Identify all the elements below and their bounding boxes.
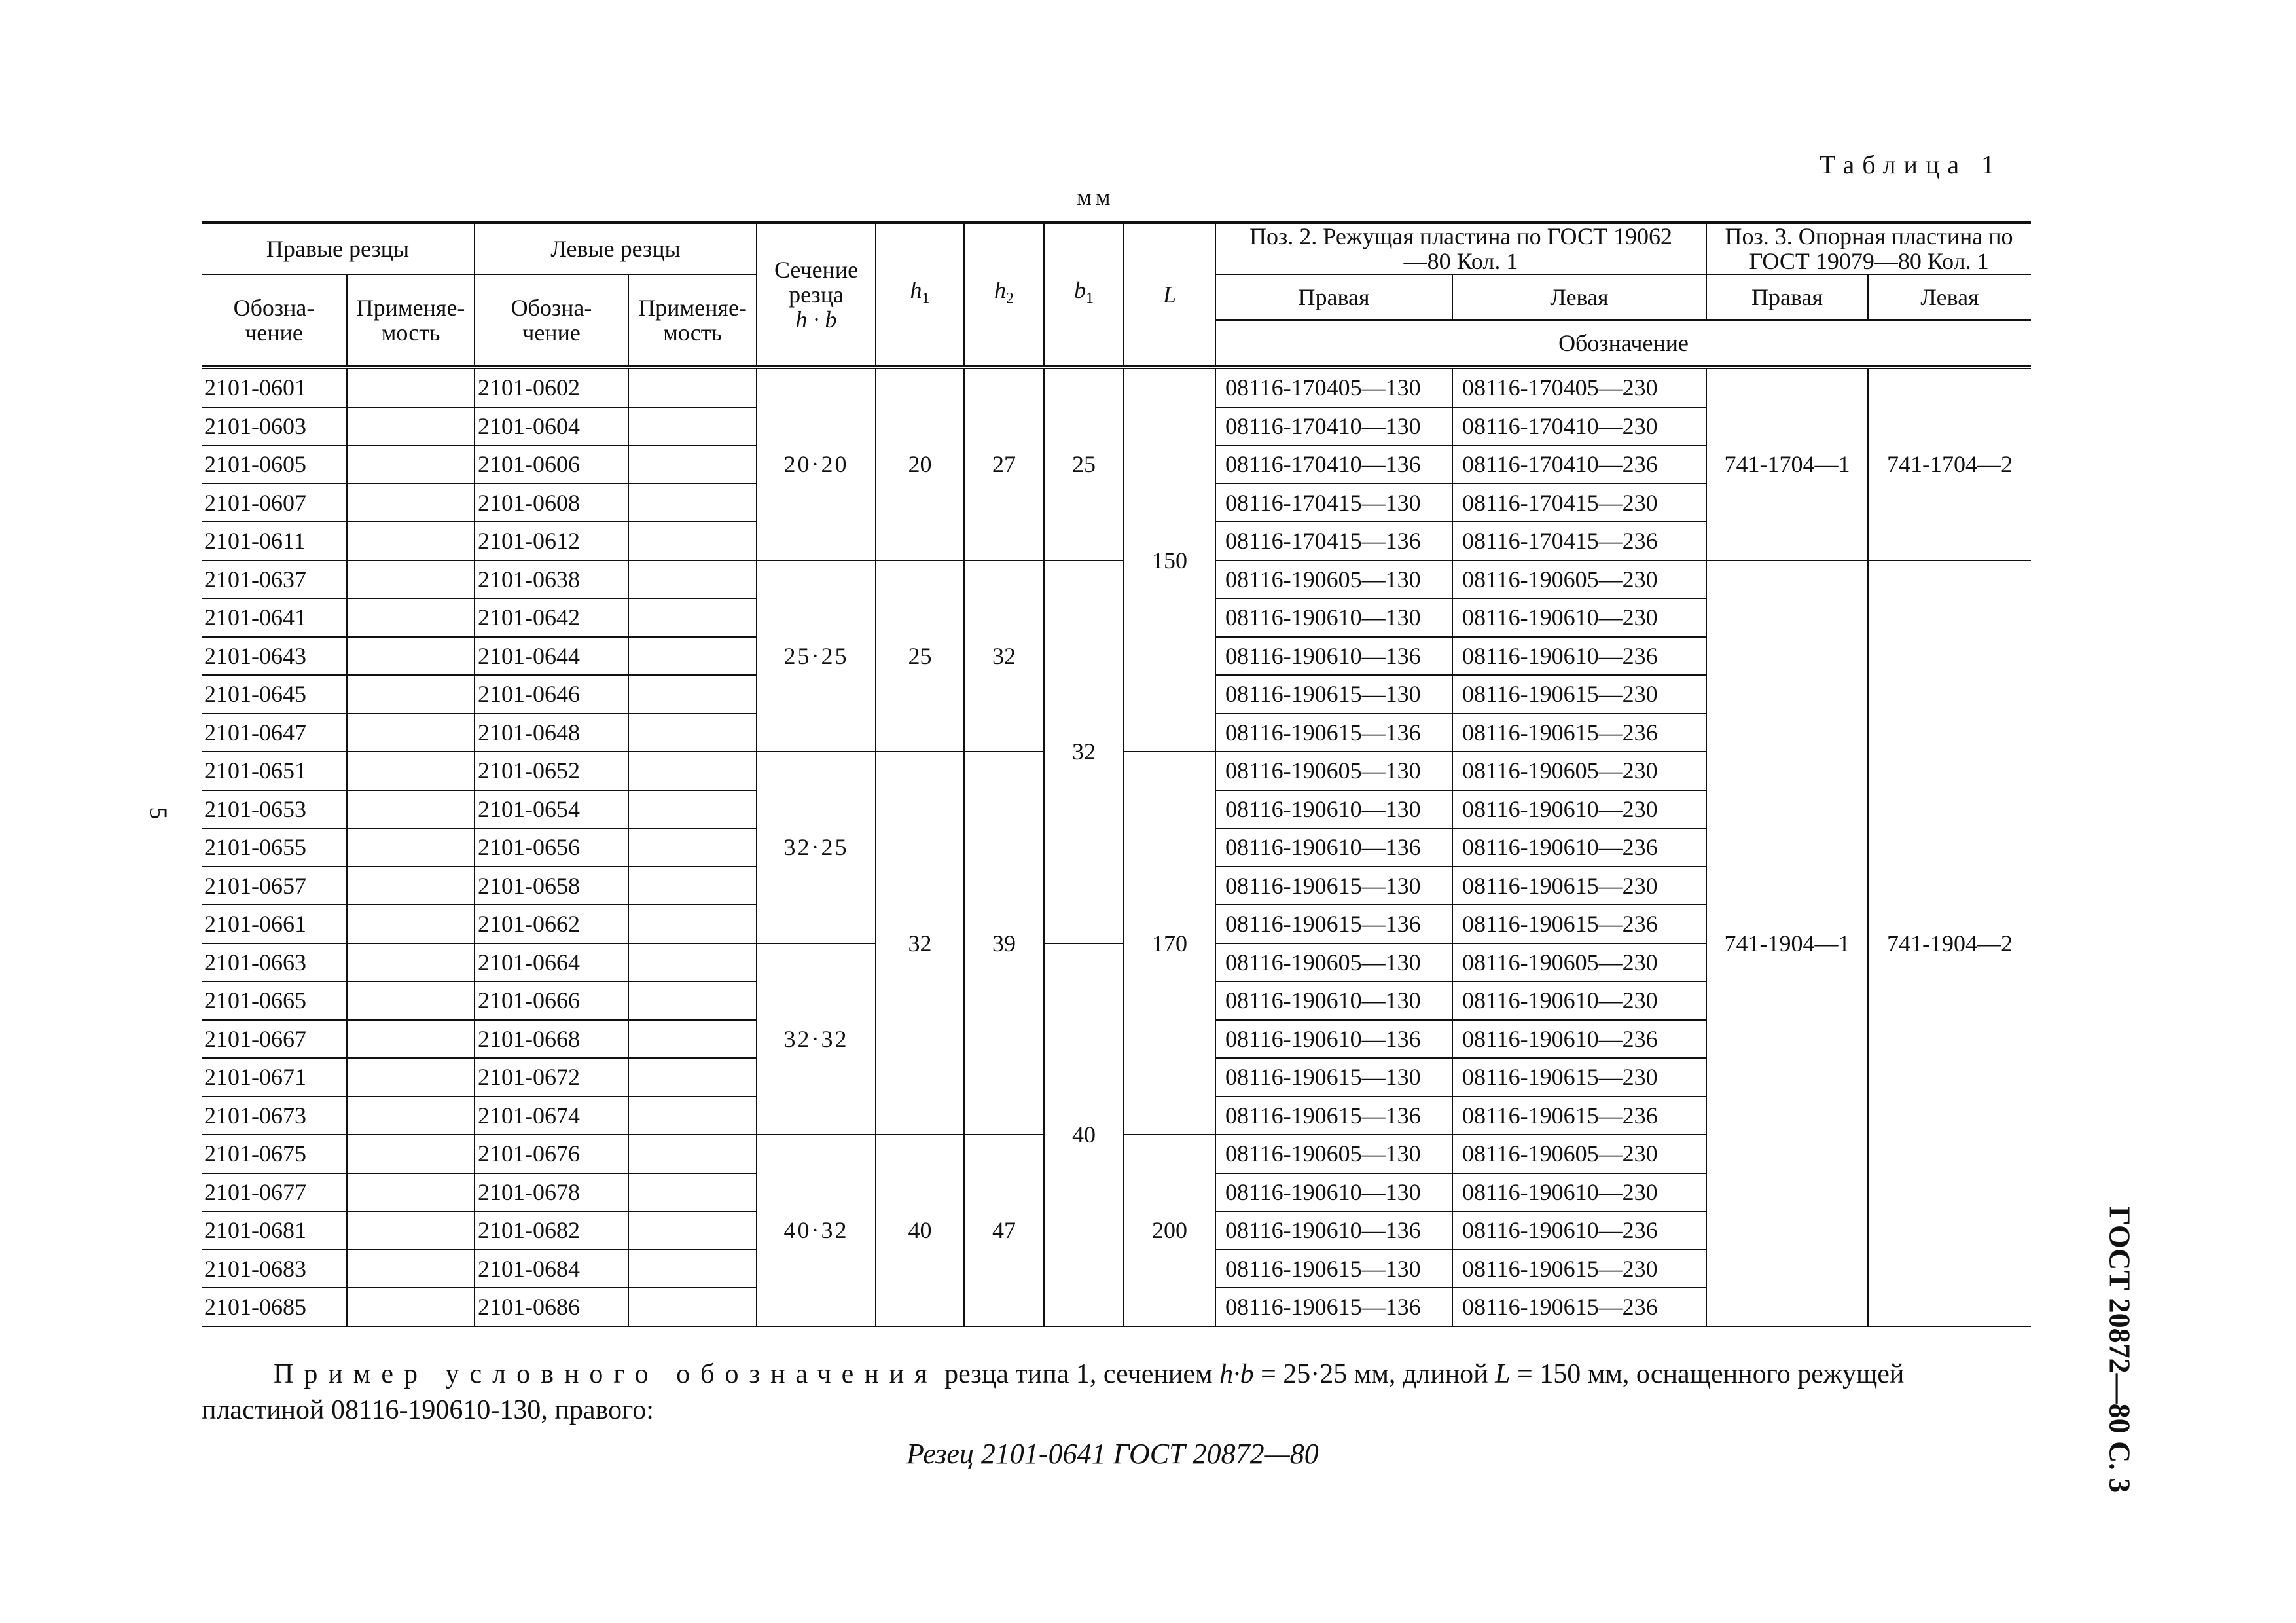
header-right-applicability: Применяе-мость bbox=[347, 274, 475, 367]
right-applicability bbox=[347, 367, 475, 407]
header-section-label: Сечение резца bbox=[774, 257, 859, 308]
right-applicability bbox=[347, 790, 475, 829]
insert-right-designation: 08116-190610—130 bbox=[1215, 981, 1452, 1020]
right-applicability bbox=[347, 484, 475, 522]
right-applicability bbox=[347, 981, 475, 1020]
insert-right-designation: 08116-170405—130 bbox=[1215, 367, 1452, 407]
insert-left-designation: 08116-190605—230 bbox=[1452, 752, 1706, 790]
units-label: мм bbox=[1077, 184, 1115, 210]
left-applicability bbox=[628, 867, 757, 905]
left-applicability bbox=[628, 790, 757, 829]
insert-left-designation: 08116-190610—236 bbox=[1452, 1020, 1706, 1059]
left-designation: 2101-0676 bbox=[475, 1135, 628, 1173]
right-designation: 2101-0663 bbox=[202, 943, 347, 982]
right-applicability bbox=[347, 560, 475, 599]
left-designation: 2101-0654 bbox=[475, 790, 628, 829]
insert-right-designation: 08116-190610—136 bbox=[1215, 637, 1452, 676]
left-designation: 2101-0606 bbox=[475, 445, 628, 484]
example-line-1: Пример условного обозначения резца типа 1, сечением h·b = 25·25 мм, длиной L = 150 мм, оснащенного режущей bbox=[274, 1359, 1905, 1389]
insert-right-designation: 08116-190605—130 bbox=[1215, 560, 1452, 599]
header-h1: $h_1$ bbox=[876, 223, 964, 367]
right-applicability bbox=[347, 867, 475, 905]
h2-value: 27 bbox=[964, 367, 1044, 560]
insert-left-designation: 08116-190615—230 bbox=[1452, 867, 1706, 905]
header-right-cutters: Правые резцы bbox=[202, 223, 475, 274]
header-insert-right: Правая bbox=[1215, 274, 1452, 320]
insert-right-designation: 08116-190615—136 bbox=[1215, 714, 1452, 752]
support-right-value: 741-1904—1 bbox=[1706, 560, 1868, 1326]
insert-left-designation: 08116-190615—236 bbox=[1452, 905, 1706, 943]
right-applicability bbox=[347, 1097, 475, 1135]
table-body bbox=[202, 367, 2031, 1326]
right-applicability bbox=[347, 905, 475, 943]
right-applicability bbox=[347, 752, 475, 790]
right-designation: 2101-0637 bbox=[202, 560, 347, 599]
left-designation: 2101-0648 bbox=[475, 714, 628, 752]
header-left-cutters: Левые резцы bbox=[475, 223, 757, 274]
left-designation: 2101-0684 bbox=[475, 1250, 628, 1288]
support-left-value: 741-1904—2 bbox=[1868, 560, 2031, 1326]
b1-value: 40 bbox=[1044, 943, 1124, 1326]
left-applicability bbox=[628, 522, 757, 560]
header-left-designation: Обозна-чение bbox=[475, 274, 628, 367]
insert-right-designation: 08116-170410—136 bbox=[1215, 445, 1452, 484]
right-applicability bbox=[347, 637, 475, 676]
section-value: 20·20 bbox=[757, 367, 876, 560]
h2-value: 39 bbox=[964, 752, 1044, 1135]
right-designation: 2101-0641 bbox=[202, 598, 347, 637]
insert-right-designation: 08116-190605—130 bbox=[1215, 943, 1452, 982]
right-applicability bbox=[347, 1250, 475, 1288]
table-label: Таблица 1 bbox=[1820, 150, 2003, 179]
right-applicability bbox=[347, 714, 475, 752]
right-designation: 2101-0683 bbox=[202, 1250, 347, 1288]
section-value: 32·25 bbox=[757, 752, 876, 943]
left-applicability bbox=[628, 1097, 757, 1135]
left-applicability bbox=[628, 407, 757, 446]
left-designation: 2101-0608 bbox=[475, 484, 628, 522]
h1-value: 40 bbox=[876, 1135, 964, 1326]
header-h2: $h_2$ bbox=[964, 223, 1044, 367]
header-section-formula: h · b bbox=[795, 306, 837, 333]
insert-left-designation: 08116-190615—236 bbox=[1452, 1288, 1706, 1326]
left-applicability bbox=[628, 1058, 757, 1097]
side-gost-label: ГОСТ 20872—80 С. 3 bbox=[2103, 1206, 2137, 1493]
header-b1: $b_1$ bbox=[1044, 223, 1124, 367]
left-designation: 2101-0672 bbox=[475, 1058, 628, 1097]
insert-left-designation: 08116-170415—236 bbox=[1452, 522, 1706, 560]
insert-right-designation: 08116-190615—130 bbox=[1215, 867, 1452, 905]
left-applicability bbox=[628, 367, 757, 407]
insert-right-designation: 08116-190605—130 bbox=[1215, 1135, 1452, 1173]
left-applicability bbox=[628, 981, 757, 1020]
insert-right-designation: 08116-190615—130 bbox=[1215, 1250, 1452, 1288]
left-applicability bbox=[628, 1173, 757, 1212]
insert-left-designation: 08116-190615—236 bbox=[1452, 714, 1706, 752]
header-L: L bbox=[1124, 223, 1215, 367]
h1-value: 25 bbox=[876, 560, 964, 752]
side-page-number: 5 bbox=[144, 807, 172, 820]
section-value: 32·32 bbox=[757, 943, 876, 1135]
left-designation: 2101-0662 bbox=[475, 905, 628, 943]
right-designation: 2101-0601 bbox=[202, 367, 347, 407]
insert-right-designation: 08116-190615—136 bbox=[1215, 905, 1452, 943]
insert-left-designation: 08116-190610—230 bbox=[1452, 598, 1706, 637]
left-designation: 2101-0682 bbox=[475, 1211, 628, 1250]
left-applicability bbox=[628, 828, 757, 867]
header-section bbox=[757, 223, 876, 367]
left-applicability bbox=[628, 1135, 757, 1173]
insert-left-designation: 08116-190615—230 bbox=[1452, 1250, 1706, 1288]
right-applicability bbox=[347, 407, 475, 446]
right-applicability bbox=[347, 598, 475, 637]
example-designation: Резец 2101-0641 ГОСТ 20872—80 bbox=[906, 1438, 1319, 1470]
left-designation: 2101-0652 bbox=[475, 752, 628, 790]
left-designation: 2101-0638 bbox=[475, 560, 628, 599]
insert-left-designation: 08116-190610—230 bbox=[1452, 981, 1706, 1020]
right-designation: 2101-0603 bbox=[202, 407, 347, 446]
header-support-left: Левая bbox=[1868, 274, 2031, 320]
left-applicability bbox=[628, 560, 757, 599]
length-value: 150 bbox=[1124, 367, 1215, 752]
right-designation: 2101-0657 bbox=[202, 867, 347, 905]
h1-value: 32 bbox=[876, 752, 964, 1135]
section-value: 40·32 bbox=[757, 1135, 876, 1326]
insert-right-designation: 08116-190615—130 bbox=[1215, 675, 1452, 714]
insert-left-designation: 08116-190610—230 bbox=[1452, 1173, 1706, 1212]
insert-right-designation: 08116-190615—130 bbox=[1215, 1058, 1452, 1097]
insert-left-designation: 08116-190605—230 bbox=[1452, 560, 1706, 599]
left-applicability bbox=[628, 752, 757, 790]
right-designation: 2101-0653 bbox=[202, 790, 347, 829]
insert-right-designation: 08116-190615—136 bbox=[1215, 1288, 1452, 1326]
insert-left-designation: 08116-190610—236 bbox=[1452, 1211, 1706, 1250]
right-designation: 2101-0605 bbox=[202, 445, 347, 484]
insert-left-designation: 08116-190605—230 bbox=[1452, 943, 1706, 982]
b1-value: 25 bbox=[1044, 367, 1124, 560]
right-designation: 2101-0673 bbox=[202, 1097, 347, 1135]
right-applicability bbox=[347, 1135, 475, 1173]
insert-right-designation: 08116-170415—130 bbox=[1215, 484, 1452, 522]
left-designation: 2101-0658 bbox=[475, 867, 628, 905]
insert-right-designation: 08116-190610—130 bbox=[1215, 598, 1452, 637]
left-designation: 2101-0604 bbox=[475, 407, 628, 446]
right-designation: 2101-0675 bbox=[202, 1135, 347, 1173]
header-pos2: Поз. 2. Режущая пластина по ГОСТ 19062—80 Кол. 1 bbox=[1215, 223, 1706, 274]
left-applicability bbox=[628, 484, 757, 522]
right-designation: 2101-0685 bbox=[202, 1288, 347, 1326]
right-applicability bbox=[347, 1058, 475, 1097]
right-designation: 2101-0667 bbox=[202, 1020, 347, 1059]
section-value: 25·25 bbox=[757, 560, 876, 752]
h2-value: 32 bbox=[964, 560, 1044, 752]
left-designation: 2101-0664 bbox=[475, 943, 628, 982]
header-insert-left: Левая bbox=[1452, 274, 1706, 320]
left-applicability bbox=[628, 943, 757, 982]
left-applicability bbox=[628, 445, 757, 484]
table-row bbox=[202, 367, 2031, 407]
insert-left-designation: 08116-190615—236 bbox=[1452, 1097, 1706, 1135]
right-designation: 2101-0607 bbox=[202, 484, 347, 522]
right-designation: 2101-0671 bbox=[202, 1058, 347, 1097]
left-applicability bbox=[628, 1211, 757, 1250]
length-value: 170 bbox=[1124, 752, 1215, 1135]
left-designation: 2101-0686 bbox=[475, 1288, 628, 1326]
insert-right-designation: 08116-190605—130 bbox=[1215, 752, 1452, 790]
insert-right-designation: 08116-190610—136 bbox=[1215, 828, 1452, 867]
left-designation: 2101-0602 bbox=[475, 367, 628, 407]
left-applicability bbox=[628, 598, 757, 637]
h1-value: 20 bbox=[876, 367, 964, 560]
header-designation-full: Обозначение bbox=[1215, 320, 2031, 367]
right-designation: 2101-0665 bbox=[202, 981, 347, 1020]
right-designation: 2101-0677 bbox=[202, 1173, 347, 1212]
insert-right-designation: 08116-170410—130 bbox=[1215, 407, 1452, 446]
header-pos3: Поз. 3. Опорная пластина по ГОСТ 19079—80 Кол. 1 bbox=[1706, 223, 2031, 274]
right-applicability bbox=[347, 1020, 475, 1059]
left-applicability bbox=[628, 1288, 757, 1326]
right-applicability bbox=[347, 1288, 475, 1326]
right-applicability bbox=[347, 1211, 475, 1250]
header-right-designation: Обозна-чение bbox=[202, 274, 347, 367]
left-designation: 2101-0674 bbox=[475, 1097, 628, 1135]
right-designation: 2101-0655 bbox=[202, 828, 347, 867]
right-applicability bbox=[347, 828, 475, 867]
right-applicability bbox=[347, 1173, 475, 1212]
cutter-table bbox=[202, 221, 2031, 1327]
left-designation: 2101-0644 bbox=[475, 637, 628, 676]
right-designation: 2101-0643 bbox=[202, 637, 347, 676]
left-applicability bbox=[628, 714, 757, 752]
insert-left-designation: 08116-190610—230 bbox=[1452, 790, 1706, 829]
left-applicability bbox=[628, 675, 757, 714]
insert-left-designation: 08116-170410—230 bbox=[1452, 407, 1706, 446]
left-designation: 2101-0646 bbox=[475, 675, 628, 714]
left-applicability bbox=[628, 1020, 757, 1059]
insert-right-designation: 08116-190615—136 bbox=[1215, 1097, 1452, 1135]
right-applicability bbox=[347, 943, 475, 982]
support-left-value: 741-1704—2 bbox=[1868, 367, 2031, 560]
left-designation: 2101-0612 bbox=[475, 522, 628, 560]
insert-left-designation: 08116-190605—230 bbox=[1452, 1135, 1706, 1173]
right-designation: 2101-0645 bbox=[202, 675, 347, 714]
insert-right-designation: 08116-190610—130 bbox=[1215, 790, 1452, 829]
insert-right-designation: 08116-190610—136 bbox=[1215, 1211, 1452, 1250]
right-designation: 2101-0611 bbox=[202, 522, 347, 560]
example-lead: Пример условного обозначения bbox=[274, 1359, 938, 1389]
insert-left-designation: 08116-190610—236 bbox=[1452, 637, 1706, 676]
left-applicability bbox=[628, 1250, 757, 1288]
header-left-applicability: Применяе-мость bbox=[628, 274, 757, 367]
right-designation: 2101-0647 bbox=[202, 714, 347, 752]
h2-value: 47 bbox=[964, 1135, 1044, 1326]
insert-left-designation: 08116-190610—236 bbox=[1452, 828, 1706, 867]
right-applicability bbox=[347, 675, 475, 714]
example-line-2: пластиной 08116-190610-130, правого: bbox=[202, 1395, 654, 1425]
left-designation: 2101-0666 bbox=[475, 981, 628, 1020]
insert-right-designation: 08116-190610—130 bbox=[1215, 1173, 1452, 1212]
insert-right-designation: 08116-190610—136 bbox=[1215, 1020, 1452, 1059]
left-applicability bbox=[628, 905, 757, 943]
insert-left-designation: 08116-170410—236 bbox=[1452, 445, 1706, 484]
b1-value: 32 bbox=[1044, 560, 1124, 943]
insert-left-designation: 08116-170415—230 bbox=[1452, 484, 1706, 522]
insert-left-designation: 08116-170405—230 bbox=[1452, 367, 1706, 407]
right-applicability bbox=[347, 522, 475, 560]
right-designation: 2101-0681 bbox=[202, 1211, 347, 1250]
right-applicability bbox=[347, 445, 475, 484]
length-value: 200 bbox=[1124, 1135, 1215, 1326]
table-row bbox=[202, 560, 2031, 599]
header-support-right: Правая bbox=[1706, 274, 1868, 320]
left-designation: 2101-0656 bbox=[475, 828, 628, 867]
left-designation: 2101-0668 bbox=[475, 1020, 628, 1059]
right-designation: 2101-0661 bbox=[202, 905, 347, 943]
left-designation: 2101-0678 bbox=[475, 1173, 628, 1212]
insert-left-designation: 08116-190615—230 bbox=[1452, 1058, 1706, 1097]
right-designation: 2101-0651 bbox=[202, 752, 347, 790]
left-applicability bbox=[628, 637, 757, 676]
insert-left-designation: 08116-190615—230 bbox=[1452, 675, 1706, 714]
left-designation: 2101-0642 bbox=[475, 598, 628, 637]
support-right-value: 741-1704—1 bbox=[1706, 367, 1868, 560]
insert-right-designation: 08116-170415—136 bbox=[1215, 522, 1452, 560]
